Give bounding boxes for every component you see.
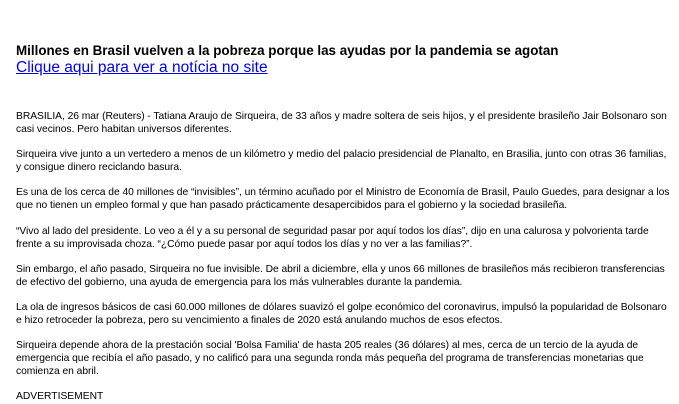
article-paragraph: La ola de ingresos básicos de casi 60.000 millones de dólares suavizó el golpe económico del coronavirus, impulsó la popularidad de Bolsonaro e hizo retroceder la pobreza, pero su vencimiento a finales de 2020 está anulando muchos de esos efectos.	[16, 302, 667, 326]
article-paragraph: “Vivo al lado del presidente. Lo veo a él y a su personal de seguridad pasar por aquí todos los días”, dijo en una calurosa y polvorienta tarde frente a su improvisada choza. “¿Cómo puede pasar por aquí todos los días y no ver a las familias?”.	[16, 225, 649, 250]
article-paragraph: BRASILIA, 26 mar (Reuters) - Tatiana Araujo de Sirqueira, de 33 años y madre soltera de seis hijos, y el presidente brasileño Jair Bolsonaro son casi vecinos. Pero habitan universos diferentes.	[16, 111, 667, 135]
article-body	[16, 111, 674, 404]
advertisement-label: ADVERTISEMENT	[16, 391, 104, 403]
article-paragraph: Sirqueira vive junto a un vertedero a menos de un kilómetro y medio del palacio presidencial de Planalto, en Brasilia, junto con otras 36 familias, y consigue dinero reciclando basura.	[16, 149, 667, 174]
article-paragraph: Es una de los cerca de 40 millones de “invisibles”, un término acuñado por el Ministro de Economía de Brasil, Paulo Guedes, para designar a los que no tienen un empleo formal y que han pasado prácticamente desapercibidos para el gobierno y la sociedad brasileña.	[16, 187, 670, 212]
article-paragraph: Sirqueira depende ahora de la prestación social 'Bolsa Familia' de hasta 205 reales (36 dólares) al mes, cerca de un tercio de la ayuda de emergencia que recibía el año pasado, y no calificó para una segunda ronda más pequeña del programa de transferencias monetarias que comienza en abril.	[16, 340, 644, 378]
view-on-site-link[interactable]: Clique aqui para ver a notícia no site	[16, 59, 268, 76]
article-headline: Millones en Brasil vuelven a la pobreza porque las ayudas por la pandemia se agotan	[16, 43, 559, 58]
article-page	[16, 43, 671, 403]
article-paragraph: Sin embargo, el año pasado, Sirqueira no fue invisible. De abril a diciembre, ella y unos 66 millones de brasileños más recibieron transferencias de efectivo del gobierno, una ayuda de emergencia para los más vulnerables durante la pandemia.	[16, 263, 665, 288]
